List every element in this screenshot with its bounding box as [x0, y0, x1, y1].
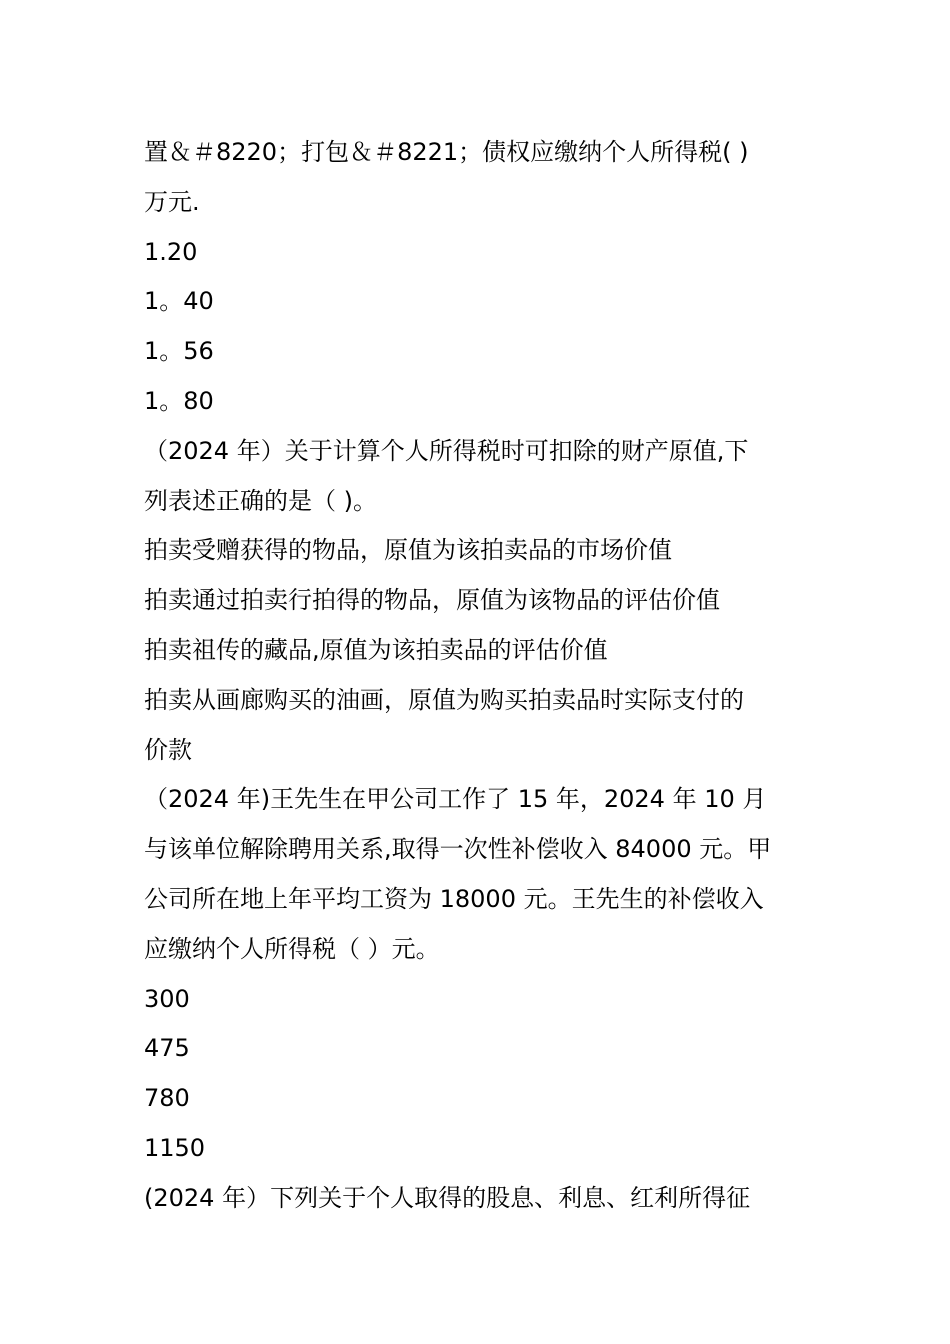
question-text-line: (2024 年）下列关于个人取得的股息、利息、红利所得征 [144, 1183, 751, 1212]
answer-option: 300 [144, 984, 190, 1013]
answer-option: 价款 [144, 735, 192, 764]
answer-option: 1。56 [144, 337, 214, 366]
answer-option: 1。40 [144, 287, 214, 316]
question-text-line: （2024 年)王先生在甲公司工作了 15 年，2024 年 10 月 [144, 785, 767, 814]
question-text-line: 公司所在地上年平均工资为 18000 元。王先生的补偿收入 [144, 884, 764, 913]
document-body [144, 128, 824, 1224]
answer-option: 1。80 [144, 386, 214, 415]
answer-option: 拍卖受赠获得的物品，原值为该拍卖品的市场价值 [144, 536, 672, 565]
answer-option: 1150 [144, 1133, 206, 1162]
answer-option: 780 [144, 1084, 190, 1113]
question-text-line: （2024 年）关于计算个人所得税时可扣除的财产原值,下 [144, 436, 749, 465]
question-text-line: 万元. [144, 187, 200, 216]
answer-option: 拍卖祖传的藏品,原值为该拍卖品的评估价值 [144, 635, 608, 664]
question-text-line: 置＆＃8220；打包＆＃8221；债权应缴纳个人所得税( ) [144, 138, 749, 166]
question-text-line: 列表述正确的是（ )。 [144, 486, 377, 515]
question-text-line: 应缴纳个人所得税（ ）元。 [144, 934, 440, 963]
question-text-line: 与该单位解除聘用关系,取得一次性补偿收入 84000 元。甲 [144, 835, 772, 864]
answer-option: 475 [144, 1034, 190, 1063]
answer-option: 拍卖通过拍卖行拍得的物品，原值为该物品的评估价值 [144, 586, 720, 615]
answer-option: 1.20 [144, 237, 198, 266]
answer-option: 拍卖从画廊购买的油画，原值为购买拍卖品时实际支付的 [144, 685, 744, 714]
